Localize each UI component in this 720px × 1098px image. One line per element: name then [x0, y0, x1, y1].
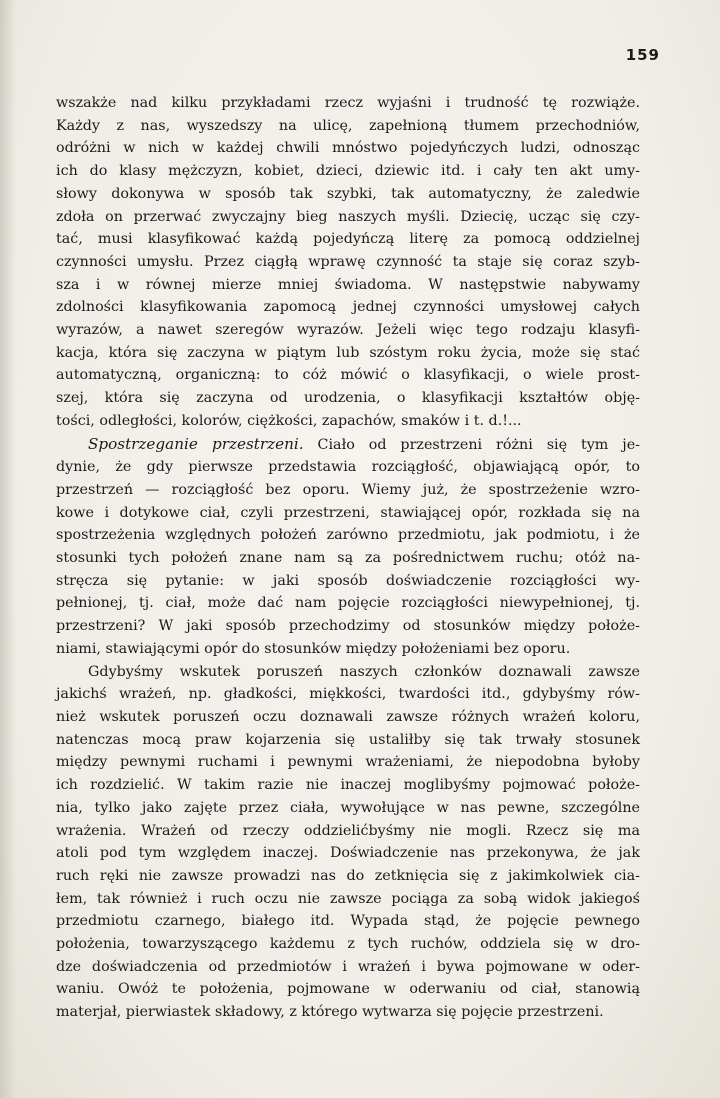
text-line: stręcza się pytanie: w jaki sposób doświadczenie rozciągłości wy- [56, 572, 640, 589]
text-line: materjał, pierwiastek składowy, z którego wytwarza się pojęcie przestrzeni. [56, 1004, 604, 1021]
page-number: 159 [625, 46, 660, 64]
text-line: jakichś wrażeń, np. gładkości, miękkości, twardości itd., gdybyśmy rów- [56, 686, 640, 703]
text-line: łem, tak również i ruch oczu nie zawsze pociąga za sobą widok jakiegoś [56, 890, 640, 907]
text-line: wszakże nad kilku przykładami rzecz wyjaśni i trudność tę rozwiąże. [56, 95, 640, 111]
page-text [56, 92, 640, 1024]
text-line: waniu. Owóż te położenia, pojmowane w oderwaniu od ciał, stanowią [56, 981, 640, 998]
text-fragment: Ciało od przestrzeni różni się tym je- [317, 436, 641, 453]
text-line: nież wskutek poruszeń oczu doznawali zawsze różnych wrażeń koloru, [56, 708, 640, 725]
text-line: atoli pod tym względem inaczej. Doświadczenie nas przekonywa, że jak [56, 845, 640, 862]
text-line: dze doświadczenia od przedmiotów i wrażeń i bywa pojmowane w oder- [56, 958, 640, 975]
text-line: przestrzeni? W jaki sposób przechodzimy od stosunków między położe- [56, 618, 640, 635]
section-first-line [56, 433, 640, 457]
text-line: zdolności klasyfikowania zapomocą jednej czynności umysłowej całych [56, 299, 640, 316]
text-line: automatyczną, organiczną: to cóż mówić o klasyfikacji, o wiele prost- [56, 367, 640, 384]
text-line: kacja, która się zaczyna w piątym lub szóstym roku życia, może się stać [56, 344, 640, 361]
text-line: nia, tylko jako zajęte przez ciała, wywołujące w nas pewne, szczególne [56, 799, 640, 816]
text-line: sza i w równej mierze mniej świadoma. W następstwie nabywamy [56, 276, 640, 293]
text-line: wrażenia. Wrażeń od rzeczy oddzielićbyśmy nie mogli. Rzecz się ma [56, 822, 640, 839]
text-line: niami, stawiającymi opór do stosunków między położeniami bez oporu. [56, 640, 571, 657]
text-line: stosunki tych położeń znane nam są za pośrednictwem ruchu; otóż na- [56, 550, 640, 567]
text-line: słowy dokonywa w sposób tak szybki, tak automatyczny, że zaledwie [56, 185, 640, 202]
text-line: kowe i dotykowe ciał, czyli przestrzeni, stawiającej opór, rozkłada się na [56, 504, 640, 521]
binding-shadow [0, 0, 16, 1098]
text-line: spostrzeżenia względnych położeń zarówno przedmiotu, jak podmiotu, i że [56, 527, 640, 544]
text-line: odróżni w nich w każdej chwili mnóstwo pojedyńczych ludzi, odnosząc [56, 140, 640, 157]
text-line: położenia, towarzyszącego każdemu z tych ruchów, oddziela się w dro- [56, 936, 640, 953]
text-line: Gdybyśmy wskutek poruszeń naszych członków doznawali zawsze [88, 663, 640, 680]
text-line: dynie, że gdy pierwsze przedstawia rozciągłość, objawiającą opór, to [56, 459, 640, 476]
text-line: ich rozdzielić. W takim razie nie inaczej moglibyśmy pojmować położe- [56, 777, 640, 794]
text-line: Każdy z nas, wyszedszy na ulicę, zapełnioną tłumem przechodniów, [56, 117, 640, 134]
text-line: między pewnymi ruchami i pewnymi wrażeniami, że niepodobna byłoby [56, 754, 640, 771]
text-line: ich do klasy mężczyzn, kobiet, dzieci, dziewic itd. i cały ten akt umy- [56, 163, 640, 180]
text-line: czynności umysłu. Przez ciągłą wprawę czynność ta staje się coraz szyb- [56, 253, 640, 270]
text-line: pełnionej, tj. ciał, może dać nam pojęcie rozciągłości niewypełnionej, tj. [56, 595, 640, 612]
text-line: szej, która się zaczyna od urodzenia, o klasyfikacji kształtów obję- [56, 390, 640, 407]
text-line: przedmiotu czarnego, białego itd. Wypada stąd, że pojęcie pewnego [56, 913, 640, 930]
section-heading: Spostrzeganie przestrzeni. [88, 434, 304, 453]
text-line: przestrzeń — rozciągłość bez oporu. Wiemy już, że spostrzeżenie wzro- [56, 481, 640, 498]
text-line: wyrazów, a nawet szeregów wyrazów. Jeżeli więc tego rodzaju klasyfi- [56, 322, 640, 339]
text-line: natenczas mocą praw kojarzenia się ustaliłby się tak trwały stosunek [56, 731, 640, 748]
text-line: zdoła on przerwać zwyczajny bieg naszych myśli. Dziecię, ucząc się czy- [56, 208, 640, 225]
text-line: tać, musi klasyfikować każdą pojedyńczą literę za pomocą oddzielnej [56, 231, 640, 248]
text-line: tości, odległości, kolorów, ciężkości, zapachów, smaków i t. d.!... [56, 412, 522, 429]
text-line: ruch ręki nie zawsze prowadzi nas do zetknięcia się z jakimkolwiek cia- [56, 867, 640, 884]
